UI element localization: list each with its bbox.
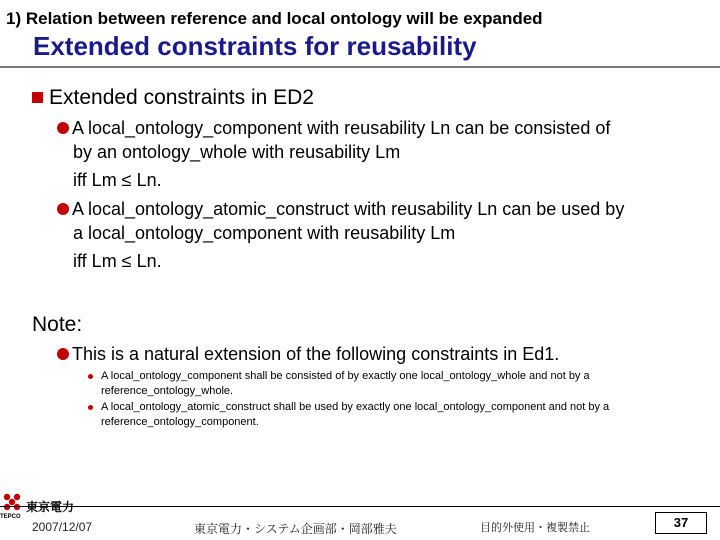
bullet-item-2-line-2: a local_ontology_component with reusability Lm [73,223,456,243]
note-label: Note: [32,313,83,336]
title-divider [0,66,720,68]
bullet-item-1-line-2: by an ontology_whole with reusability Lm [73,142,401,162]
section-heading-text: Extended constraints in ED2 [49,86,314,109]
sub-item-1-line-2: reference_ontology_whole. [101,385,234,397]
logo-text: 東京電力 [26,500,75,514]
section-heading [32,86,314,110]
round-bullet-icon [57,203,69,215]
note-item: This is a natural extension of the following constraints in Ed1. [57,344,559,365]
bullet-item-1-line-3: iff Lm ≤ Ln. [73,170,162,190]
square-bullet-icon [32,92,43,103]
sub-bullet-icon [88,374,93,379]
footer-restriction: 目的外使用・複製禁止 [480,522,590,534]
tepco-logo-icon [2,492,22,512]
footer-divider [0,506,720,507]
round-bullet-icon [57,122,69,134]
slide-subtitle: 1) Relation between reference and local ontology will be expanded [6,9,543,28]
slide-title: Extended constraints for reusability [33,31,477,61]
logo-caption: TEPCO [0,514,21,520]
footer-department: 東京電力・システム企画部・岡部雅夫 [194,522,397,536]
bullet-item-2-line-3: iff Lm ≤ Ln. [73,251,162,271]
sub-item-2-line-2: reference_ontology_component. [101,416,259,428]
round-bullet-icon [57,348,69,360]
bullet-item-1-line-1: A local_ontology_component with reusability Ln can be consisted of [57,118,610,139]
sub-item-1-line-1: A local_ontology_component shall be consisted of by exactly one local_ontology_whole and not by a [101,370,590,382]
bullet-item-2-line-1: A local_ontology_atomic_construct with reusability Ln can be used by [57,199,624,220]
sub-item-2-line-1: A local_ontology_atomic_construct shall be used by exactly one local_ontology_component and not by a [101,401,610,413]
sub-bullet-icon [88,405,93,410]
footer-date: 2007/12/07 [32,520,93,534]
page-number: 37 [655,512,707,534]
